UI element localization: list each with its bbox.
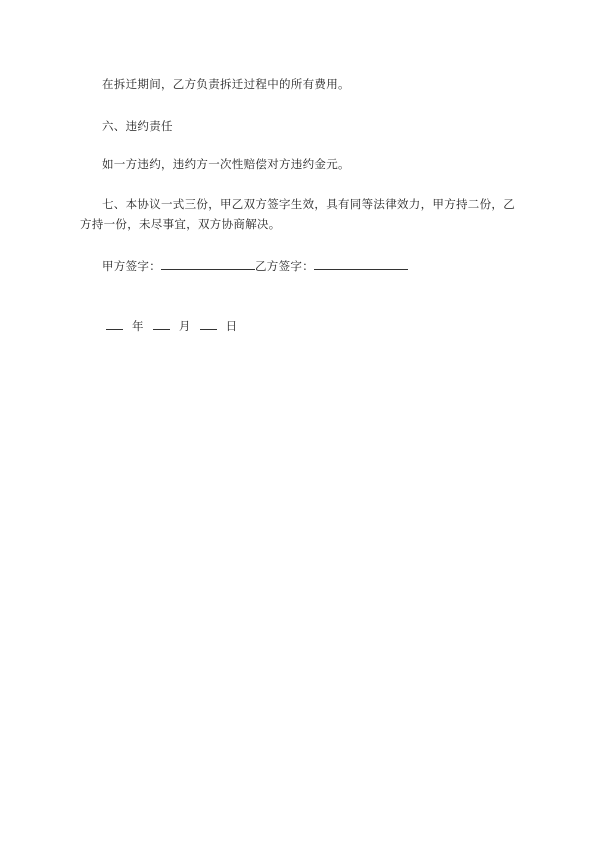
party-b-signature-line[interactable] bbox=[314, 257, 408, 270]
paragraph-text: 如一方违约，违约方一次性赔偿对方违约金元。 bbox=[102, 157, 350, 171]
month-label: 月 bbox=[178, 319, 191, 333]
party-a-signature-label: 甲方签字： bbox=[102, 259, 161, 273]
party-b-signature-label: 乙方签字： bbox=[255, 259, 314, 273]
section-heading-breach bbox=[80, 116, 526, 137]
paragraph-text: 七、本协议一式三份，甲乙双方签字生效，具有同等法律效力，甲方持二份，乙 bbox=[102, 197, 515, 211]
paragraph-copies-line2 bbox=[80, 214, 526, 235]
paragraph-text: 方持一份，未尽事宜，双方协商解决。 bbox=[80, 217, 281, 231]
paragraph-text: 在拆迁期间，乙方负责拆迁过程中的所有费用。 bbox=[102, 77, 350, 91]
party-a-signature-line[interactable] bbox=[161, 257, 255, 270]
signature-row bbox=[80, 256, 526, 277]
day-blank[interactable] bbox=[200, 317, 217, 330]
paragraph-demolition-costs bbox=[80, 74, 526, 95]
year-label: 年 bbox=[132, 319, 144, 333]
year-blank[interactable] bbox=[106, 317, 123, 330]
paragraph-copies-line1 bbox=[80, 194, 526, 215]
paragraph-breach-penalty bbox=[80, 154, 526, 175]
date-row bbox=[80, 316, 526, 337]
month-blank[interactable] bbox=[153, 317, 170, 330]
day-label: 日 bbox=[225, 319, 238, 333]
heading-text: 六、违约责任 bbox=[102, 119, 173, 133]
